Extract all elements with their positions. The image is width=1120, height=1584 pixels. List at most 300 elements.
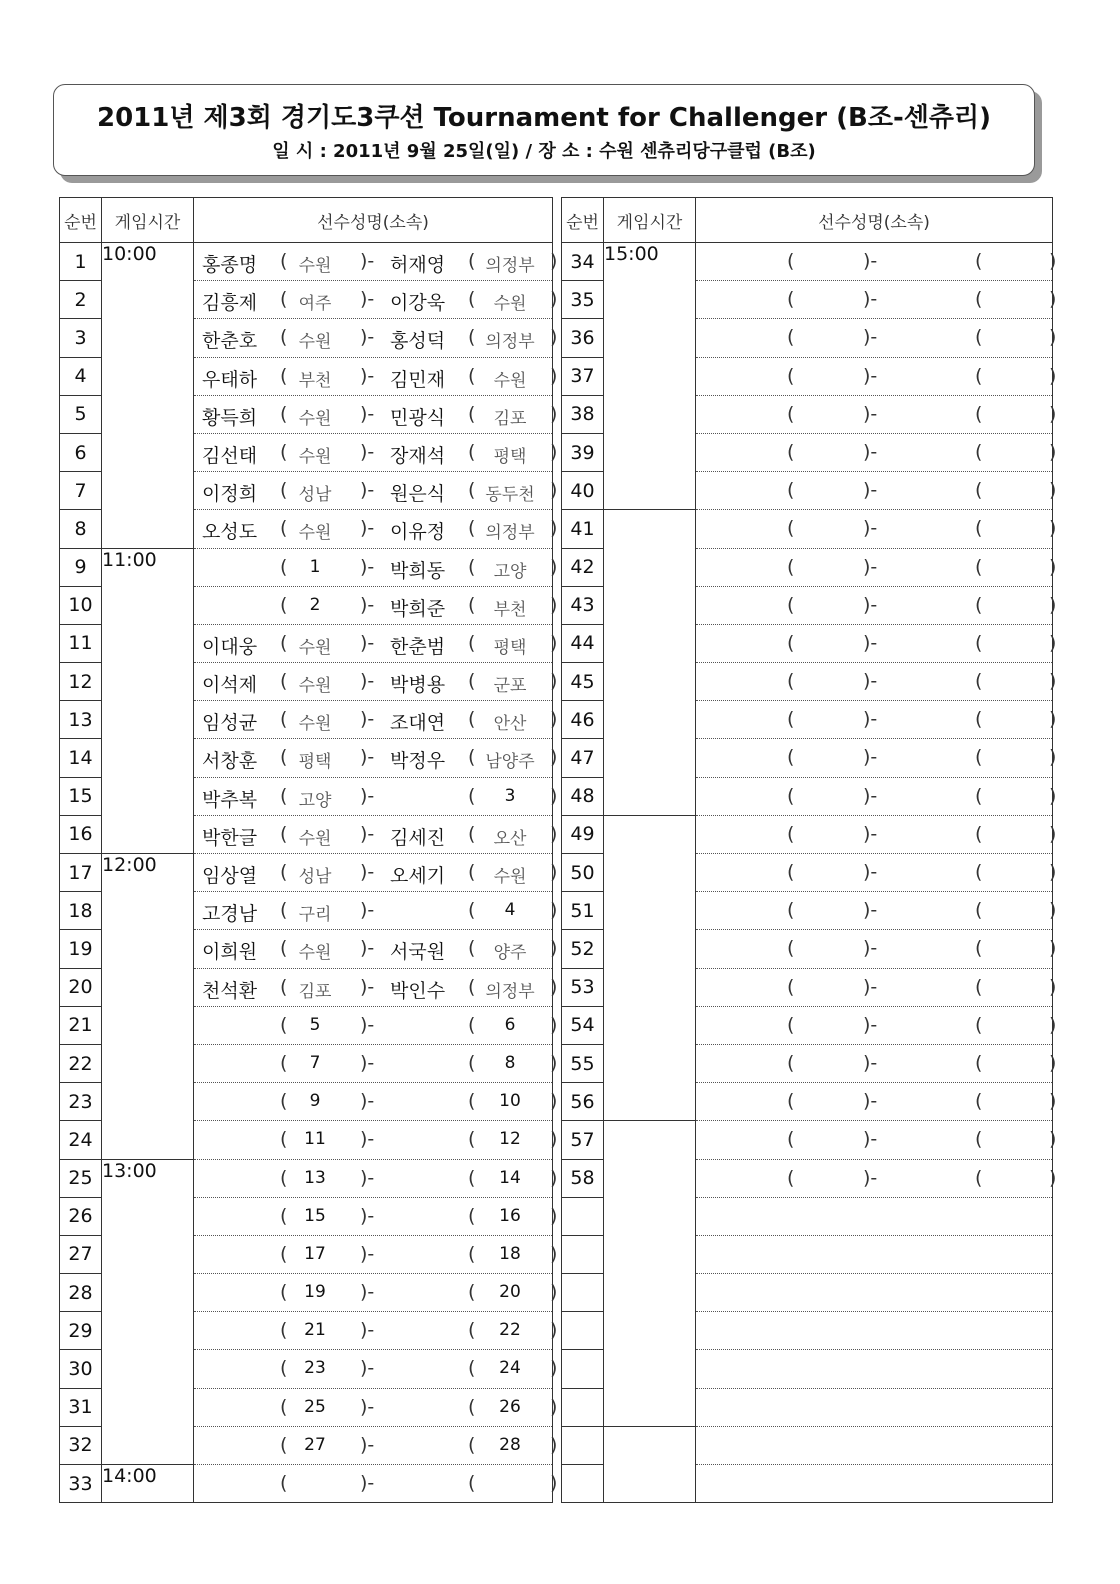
row-number [562,1197,604,1235]
player-1-club: 수원 [298,828,332,849]
open-paren: ( [787,517,795,540]
player-1-club: 25 [304,1396,326,1417]
open-paren: ( [975,517,983,540]
player-2-club: 수원 [493,370,527,391]
match-players [194,1350,558,1388]
close-paren: ) [550,288,558,311]
match-players [194,395,558,433]
row-number: 12 [60,663,102,701]
close-dash: )- [360,440,375,463]
close-dash: )- [360,402,375,425]
match-players [696,1044,1057,1082]
close-paren: ) [550,937,558,960]
match-players [696,1159,1057,1197]
close-dash: )- [863,555,878,578]
match-players [194,1426,558,1464]
open-paren: ( [787,593,795,616]
player-1-club: 수원 [298,446,332,467]
player-1-name: 서창훈 [202,750,258,773]
player-2-club: 김포 [493,408,527,429]
close-paren: ) [1049,861,1057,883]
player-1-club: 여주 [298,294,332,315]
player-2-name: 김민재 [390,368,446,391]
match-players [194,548,558,586]
close-dash: )- [360,822,375,845]
player-2-club: 남양주 [485,752,535,773]
close-dash: )- [360,1472,375,1494]
close-paren: ) [550,1090,558,1113]
open-paren: ( [280,1472,288,1494]
close-dash: )- [863,364,878,387]
player-1-name: 황득희 [202,406,258,429]
close-paren: ) [550,440,558,463]
match-players [194,1121,558,1159]
open-paren: ( [468,746,476,769]
row-number: 53 [562,968,604,1006]
match-players [194,854,558,892]
close-dash: )- [863,899,878,922]
close-paren: ) [1049,631,1057,654]
close-dash: )- [863,1090,878,1113]
close-paren: ) [1049,364,1057,387]
close-dash: )- [360,670,375,693]
player-1-club: 성남 [298,485,332,506]
row-number: 46 [562,701,604,739]
player-1-name: 김선태 [202,444,258,467]
close-dash: )- [360,975,375,998]
open-paren: ( [975,479,983,502]
open-paren: ( [468,1395,476,1418]
player-1-club: 19 [304,1282,326,1303]
match-players [696,319,1057,357]
close-dash: )- [360,364,375,387]
open-paren: ( [280,1319,288,1342]
open-paren: ( [787,937,795,960]
table-row [60,548,553,586]
match-players [194,472,558,510]
match-players [194,1083,558,1121]
close-paren: ) [550,517,558,540]
close-dash: )- [360,899,375,922]
close-paren: ) [550,899,558,922]
row-number: 5 [60,395,102,433]
close-dash: )- [360,1357,375,1380]
open-paren: ( [787,708,795,731]
open-paren: ( [468,555,476,578]
close-dash: )- [863,517,878,540]
match-players [696,1235,1053,1273]
close-paren: ) [550,1433,558,1456]
match-players [194,1312,558,1350]
player-1-club: 수원 [298,523,332,544]
game-time: 14:00 [102,1465,194,1503]
open-paren: ( [975,975,983,998]
open-paren: ( [975,288,983,311]
match-players [194,319,558,357]
open-paren: ( [975,1013,983,1036]
player-2-club: 6 [504,1014,516,1035]
match-players [194,1235,558,1273]
player-1-club: 수원 [298,714,332,735]
player-1-name: 이정희 [202,483,258,506]
row-number: 36 [562,319,604,357]
close-paren: ) [1049,440,1057,463]
close-dash: )- [360,250,375,272]
match-players [194,739,558,777]
open-paren: ( [975,250,983,272]
row-number: 56 [562,1083,604,1121]
open-paren: ( [468,440,476,463]
open-paren: ( [468,1051,476,1074]
table-row [562,243,1053,281]
open-paren: ( [280,1395,288,1418]
open-paren: ( [787,1013,795,1036]
row-number [562,1465,604,1503]
player-2-club: 고양 [493,561,527,582]
player-2-club: 18 [499,1243,521,1264]
player-1-club: 수원 [298,676,332,697]
row-number [562,1426,604,1464]
row-number: 51 [562,892,604,930]
close-paren: ) [550,326,558,349]
close-paren: ) [1049,784,1057,807]
close-paren: ) [550,1281,558,1304]
open-paren: ( [787,364,795,387]
player-2-name: 민광식 [390,406,446,429]
close-dash: )- [360,1128,375,1151]
player-2-name: 박희준 [390,597,446,620]
match-players [696,739,1057,777]
player-2-club: 10 [499,1091,521,1112]
open-paren: ( [280,555,288,578]
match-players [696,624,1057,662]
open-paren: ( [975,402,983,425]
close-dash: )- [863,1166,878,1189]
player-2-club: 평택 [493,637,527,658]
player-1-club: 9 [309,1091,321,1112]
open-paren: ( [468,326,476,349]
close-dash: )- [360,1204,375,1227]
open-paren: ( [787,975,795,998]
close-paren: ) [550,1128,558,1151]
open-paren: ( [280,746,288,769]
close-paren: ) [1049,708,1057,731]
player-2-club: 수원 [493,294,527,315]
player-1-name: 이대웅 [202,635,258,658]
row-number: 27 [60,1235,102,1273]
row-number: 44 [562,624,604,662]
match-players [194,1197,558,1235]
row-number: 54 [562,1006,604,1044]
open-paren: ( [280,975,288,998]
open-paren: ( [468,593,476,616]
open-paren: ( [787,670,795,693]
open-paren: ( [280,402,288,425]
open-paren: ( [975,670,983,693]
row-number: 50 [562,854,604,892]
close-paren: ) [550,1319,558,1342]
close-paren: ) [550,1242,558,1265]
open-paren: ( [975,1051,983,1074]
open-paren: ( [468,899,476,922]
column-header-players: 선수성명(소속) [696,198,1053,243]
player-2-club: 안산 [493,714,527,735]
player-1-club: 수원 [298,637,332,658]
open-paren: ( [280,517,288,540]
close-paren: ) [550,708,558,731]
player-2-club: 16 [499,1205,521,1226]
close-dash: )- [360,593,375,616]
player-2-name: 오세기 [390,865,446,887]
close-paren: ) [550,1204,558,1227]
player-1-club: 구리 [298,905,332,926]
game-time: 10:00 [102,243,194,549]
page-title: 2011년 제3회 경기도3쿠션 Tournament for Challenger (B조-센츄리) [97,103,991,133]
row-number: 26 [60,1197,102,1235]
player-1-club: 13 [304,1167,326,1188]
player-1-club: 17 [304,1243,326,1264]
row-number: 21 [60,1006,102,1044]
open-paren: ( [975,326,983,349]
close-dash: )- [360,631,375,654]
player-1-club: 2 [309,594,321,615]
open-paren: ( [280,1166,288,1189]
open-paren: ( [468,364,476,387]
close-paren: ) [550,631,558,654]
open-paren: ( [975,364,983,387]
open-paren: ( [468,1013,476,1036]
player-1-club: 수원 [298,943,332,964]
match-players [696,472,1057,510]
player-2-name: 장재석 [390,444,446,467]
close-dash: )- [360,1395,375,1418]
close-paren: ) [550,1357,558,1380]
open-paren: ( [975,937,983,960]
close-dash: )- [863,1013,878,1036]
player-2-name: 조대연 [390,712,446,735]
match-players [194,433,558,471]
open-paren: ( [468,402,476,425]
row-number: 6 [60,433,102,471]
match-players [696,586,1057,624]
match-players [696,243,1057,281]
close-dash: )- [863,822,878,845]
match-players [194,1274,558,1312]
close-dash: )- [863,440,878,463]
row-number: 38 [562,395,604,433]
close-paren: ) [1049,899,1057,922]
close-paren: ) [550,1472,558,1494]
open-paren: ( [787,631,795,654]
match-players [696,1197,1053,1235]
open-paren: ( [468,708,476,731]
row-number: 10 [60,586,102,624]
game-time: 13:00 [102,1159,194,1465]
open-paren: ( [787,1090,795,1113]
open-paren: ( [280,593,288,616]
open-paren: ( [280,326,288,349]
close-dash: )- [360,1051,375,1074]
match-players [194,701,558,739]
match-players [194,243,558,281]
table-row [562,815,1053,853]
close-dash: )- [360,1319,375,1342]
open-paren: ( [468,1090,476,1113]
player-1-club: 성남 [298,867,332,887]
match-players [696,548,1057,586]
open-paren: ( [280,1051,288,1074]
match-players [194,357,558,395]
player-2-name: 허재영 [390,254,446,276]
close-paren: ) [550,784,558,807]
open-paren: ( [468,784,476,807]
match-players [696,1350,1053,1388]
row-number: 15 [60,777,102,815]
match-players [194,281,558,319]
table-row [60,854,553,892]
row-number: 3 [60,319,102,357]
row-number: 9 [60,548,102,586]
player-2-club: 수원 [493,867,527,887]
close-dash: )- [360,1166,375,1189]
player-2-club: 동두천 [485,485,535,506]
player-2-club: 평택 [493,446,527,467]
close-paren: ) [1049,1128,1057,1151]
row-number: 4 [60,357,102,395]
row-number: 22 [60,1044,102,1082]
match-players [696,395,1057,433]
open-paren: ( [468,517,476,540]
player-1-name: 임상열 [202,865,258,887]
open-paren: ( [468,1433,476,1456]
close-paren: ) [1049,937,1057,960]
row-number: 57 [562,1121,604,1159]
player-2-club: 26 [499,1396,521,1417]
close-dash: )- [360,1281,375,1304]
match-players [194,663,558,701]
open-paren: ( [280,1242,288,1265]
close-paren: ) [550,555,558,578]
close-paren: ) [550,1166,558,1189]
close-paren: ) [1049,1051,1057,1074]
row-number: 37 [562,357,604,395]
match-players [194,815,558,853]
match-players [696,663,1057,701]
close-paren: ) [1049,402,1057,425]
match-players [696,968,1057,1006]
player-1-name: 오성도 [202,521,258,544]
table-row [562,1121,1053,1159]
close-dash: )- [863,479,878,502]
column-header-players: 선수성명(소속) [194,198,553,243]
open-paren: ( [280,937,288,960]
open-paren: ( [280,440,288,463]
close-paren: ) [1049,555,1057,578]
open-paren: ( [975,1128,983,1151]
player-2-club: 20 [499,1282,521,1303]
row-number: 19 [60,930,102,968]
row-number: 33 [60,1465,102,1503]
close-paren: ) [550,822,558,845]
player-2-club: 의정부 [485,981,535,1002]
row-number [562,1388,604,1426]
close-paren: ) [1049,1090,1057,1113]
player-2-club: 의정부 [485,332,535,353]
close-paren: ) [1049,746,1057,769]
match-players [194,624,558,662]
open-paren: ( [787,861,795,883]
match-players [696,1465,1053,1503]
open-paren: ( [787,1051,795,1074]
player-2-club: 28 [499,1434,521,1455]
game-time [604,1426,696,1502]
open-paren: ( [787,822,795,845]
column-header-num: 순번 [60,198,102,243]
match-players [194,1388,558,1426]
open-paren: ( [975,555,983,578]
open-paren: ( [468,288,476,311]
table-row [60,243,553,281]
row-number: 8 [60,510,102,548]
open-paren: ( [280,1357,288,1380]
open-paren: ( [280,1204,288,1227]
player-2-name: 박인수 [390,979,446,1002]
player-2-club: 3 [504,785,516,806]
row-number [562,1312,604,1350]
player-2-club: 의정부 [485,523,535,544]
close-paren: ) [550,402,558,425]
player-1-name: 김흥제 [202,292,258,315]
table-row [562,1426,1053,1464]
match-players [696,433,1057,471]
close-paren: ) [1049,593,1057,616]
row-number: 25 [60,1159,102,1197]
open-paren: ( [787,440,795,463]
row-number [562,1274,604,1312]
open-paren: ( [468,937,476,960]
open-paren: ( [975,593,983,616]
close-paren: ) [550,746,558,769]
player-1-club: 김포 [298,981,332,1002]
close-dash: )- [360,708,375,731]
match-players [696,815,1057,853]
open-paren: ( [975,784,983,807]
close-paren: ) [1049,288,1057,311]
open-paren: ( [787,402,795,425]
match-players [194,930,558,968]
open-paren: ( [787,746,795,769]
open-paren: ( [468,1242,476,1265]
open-paren: ( [468,1357,476,1380]
open-paren: ( [975,861,983,883]
player-2-club: 14 [499,1167,521,1188]
row-number: 55 [562,1044,604,1082]
row-number: 45 [562,663,604,701]
row-number: 2 [60,281,102,319]
match-players [194,892,558,930]
row-number: 52 [562,930,604,968]
header-box [53,84,1035,176]
player-1-club: 수원 [298,332,332,353]
close-paren: ) [550,1013,558,1036]
close-paren: ) [1049,822,1057,845]
open-paren: ( [468,1281,476,1304]
row-number: 1 [60,243,102,281]
close-dash: )- [863,861,878,883]
close-dash: )- [863,593,878,616]
match-players [696,1274,1053,1312]
close-dash: )- [360,288,375,311]
